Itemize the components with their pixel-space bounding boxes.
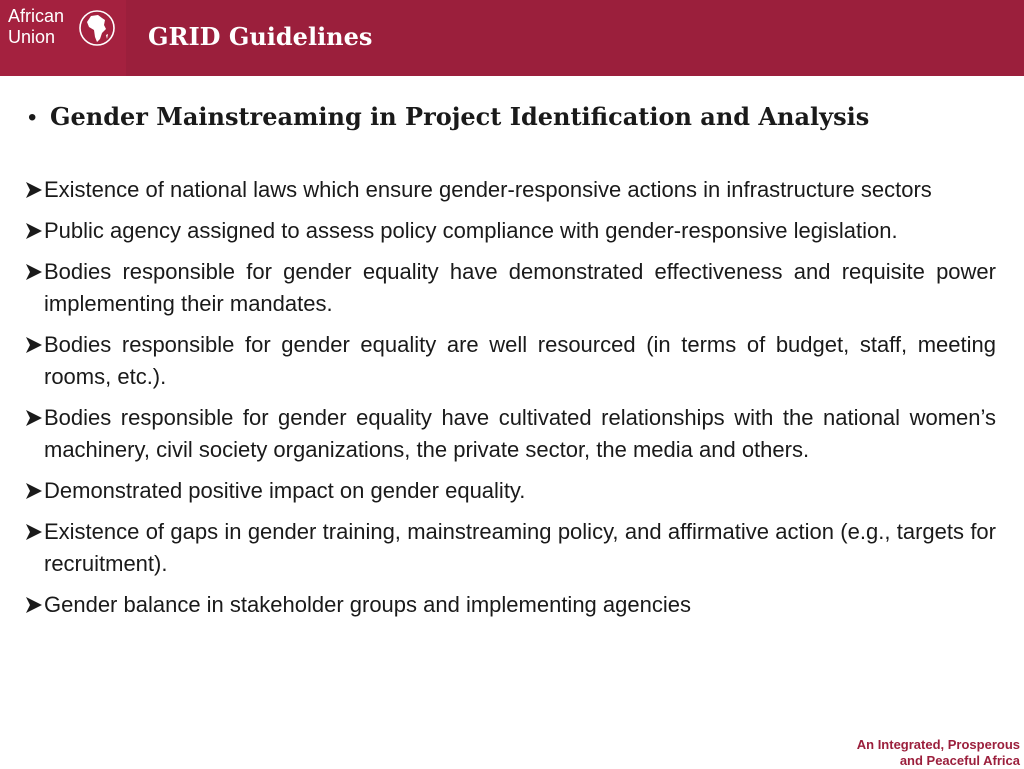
logo-line-2: Union bbox=[8, 27, 56, 47]
list-item bbox=[24, 516, 996, 580]
logo-wordmark bbox=[8, 6, 64, 48]
list-item bbox=[24, 589, 996, 621]
footer-line-2: and Peaceful Africa bbox=[899, 753, 1020, 768]
africa-map-icon bbox=[78, 8, 116, 48]
arrow-bullet-icon bbox=[24, 523, 44, 541]
arrow-bullet-icon bbox=[24, 409, 44, 427]
list-item bbox=[24, 215, 996, 247]
guideline-list bbox=[24, 174, 996, 630]
arrow-bullet-icon bbox=[24, 336, 44, 354]
african-union-logo bbox=[0, 0, 126, 76]
list-item bbox=[24, 475, 996, 507]
list-item-text: Public agency assigned to assess policy compliance with gender-responsive legislation. bbox=[44, 218, 898, 243]
page-title: GRID Guidelines bbox=[148, 22, 373, 51]
list-item bbox=[24, 256, 996, 320]
header-bar bbox=[0, 0, 1024, 76]
arrow-bullet-icon bbox=[24, 482, 44, 500]
footer-line-1: An Integrated, Prosperous bbox=[856, 737, 1020, 752]
arrow-bullet-icon bbox=[24, 596, 44, 614]
list-item-text: Bodies responsible for gender equality are well resourced (in terms of budget, staff, meeting rooms, etc.). bbox=[44, 332, 996, 389]
list-item-text: Bodies responsible for gender equality have demonstrated effectiveness and requisite power implementing their mandates. bbox=[44, 259, 996, 316]
list-item-text: Demonstrated positive impact on gender equality. bbox=[44, 478, 526, 503]
arrow-bullet-icon bbox=[24, 222, 44, 240]
list-item bbox=[24, 174, 996, 206]
list-item bbox=[24, 329, 996, 393]
arrow-bullet-icon bbox=[24, 181, 44, 199]
list-item-text: Gender balance in stakeholder groups and implementing agencies bbox=[44, 592, 691, 617]
logo-line-1: African bbox=[8, 6, 65, 26]
list-item-text: Existence of national laws which ensure gender-responsive actions in infrastructure sectors bbox=[44, 177, 932, 202]
section-heading-text: Gender Mainstreaming in Project Identification and Analysis bbox=[50, 102, 870, 131]
section-heading bbox=[28, 100, 869, 135]
list-item-text: Existence of gaps in gender training, mainstreaming policy, and affirmative action (e.g., targets for recruitment). bbox=[44, 519, 996, 576]
list-item bbox=[24, 402, 996, 466]
arrow-bullet-icon bbox=[24, 263, 44, 281]
heading-bullet: • bbox=[28, 104, 37, 131]
list-item-text: Bodies responsible for gender equality have cultivated relationships with the national women’s machinery, civil society organizations, the private sector, the media and others. bbox=[44, 405, 996, 462]
footer-tagline bbox=[857, 737, 1020, 769]
